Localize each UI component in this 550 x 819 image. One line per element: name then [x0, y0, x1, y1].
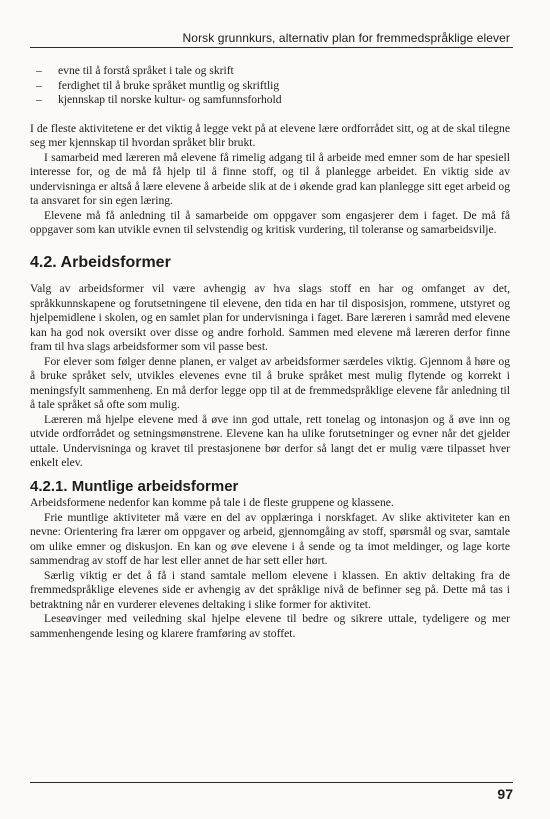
footer-rule	[30, 782, 513, 783]
paragraph: Læreren må hjelpe elevene med å øve inn god uttale, rett tonelag og intonasjon og å øve inn og utvide ordforrådet og setningsmønstrene. Elevene kan ha ulike forutsetninger og evner når det gjelder uttale. Undervisninga og kravet til prestasjonene bør derfor så langt det er mulig være tilpasset hver enkelt elev.	[30, 412, 510, 469]
page-number: 97	[497, 786, 513, 802]
paragraph: Elevene må få anledning til å samarbeide om oppgaver som engasjerer dem i faget. De må få oppgaver som kan utvikle evnen til selvstendig og kritisk vurdering, til toleranse og samarbeidsvilje.	[30, 208, 510, 236]
body-text	[30, 64, 510, 641]
paragraph: I de fleste aktivitetene er det viktig å legge vekt på at elevene lære ordforrådet sitt, og at de skal tilegne seg mer kjennskap til hvordan språket blir brukt.	[30, 121, 510, 149]
list-item: – kjennskap til norske kultur- og samfunnsforhold	[30, 93, 510, 108]
list-item: – ferdighet til å bruke språket muntlig og skriftlig	[30, 79, 510, 94]
goals-list	[30, 64, 510, 108]
list-item: – evne til å forstå språket i tale og skrift	[30, 64, 510, 79]
running-header: Norsk grunnkurs, alternativ plan for fremmedspråklige elever	[182, 31, 510, 45]
paragraph: Særlig viktig er det å få i stand samtale mellom elevene i klassen. En aktiv deltaking fra de fremmedspråklige elevenes side er avhengig av det språklige nivå de befinner seg på. Dette må tas i betraktning når en vurderer elevenes deltaking i slike former for aktivitet.	[30, 568, 510, 611]
section-heading-4-2: 4.2. Arbeidsformer	[30, 253, 171, 271]
paragraph: For elever som følger denne planen, er valget av arbeidsformer særdeles viktig. Gjennom å høre og å bruke språket selv, utvikles elevenes evne til å bruke språket mest mulig flytende og korrekt i meningsfylt sammenheng. En må derfor legge opp til at de fremmedspråklige elevene får anledning til å tale språket så ofte som mulig.	[30, 354, 510, 411]
book-page	[30, 0, 513, 819]
section-heading-4-2-1: 4.2.1. Muntlige arbeidsformer	[30, 477, 239, 495]
paragraph: Valg av arbeidsformer vil være avhengig av hva slags stoff en har og omfanget av det, språkkunnskapene og forutsetningene til elevene, den tida en har til disposisjon, rommene, utstyret og hjelpemidlene i skolen, og en samlet plan for undervisninga i faget. Bare læreren i samråd med elevene kan ha god nok oversikt over disse og andre forhold. Sammen med elevene må læreren derfor finne fram til hva slags arbeidsformer som vil passe best.	[30, 282, 510, 353]
paragraph: I samarbeid med læreren må elevene få rimelig adgang til å arbeide med emner som de har spesiell interesse for, og de må få hjelp til å finne stoff, og til å planlegge arbeidet. En viktig side av undervisninga er altså å lære elevene å arbeide slik at de i økende grad kan planlegge sitt eget arbeid og ta ansvaret for sin egen læring.	[30, 150, 510, 207]
paragraph: Frie muntlige aktiviteter må være en del av opplæringa i norskfaget. Av slike aktiviteter kan en nevne: Orientering fra lærer om oppgaver og arbeid, gjennomgåing av stoff, spørsmål og svar, samtale om ulike emner og diskusjon. En kan og øve elevene i å sende og ta imot meldinger, og lage korte sammendrag av stoff de har lest eller annet de har sett eller hørt.	[30, 510, 510, 567]
paragraph: Arbeidsformene nedenfor kan komme på tale i de fleste gruppene og klassene.	[30, 496, 394, 509]
paragraph: Leseøvinger med veiledning skal hjelpe elevene til bedre og sikrere uttale, tydeligere og mer sammenhengende lesing og klarere framføring av stoffet.	[30, 612, 510, 640]
header-rule	[30, 47, 513, 48]
